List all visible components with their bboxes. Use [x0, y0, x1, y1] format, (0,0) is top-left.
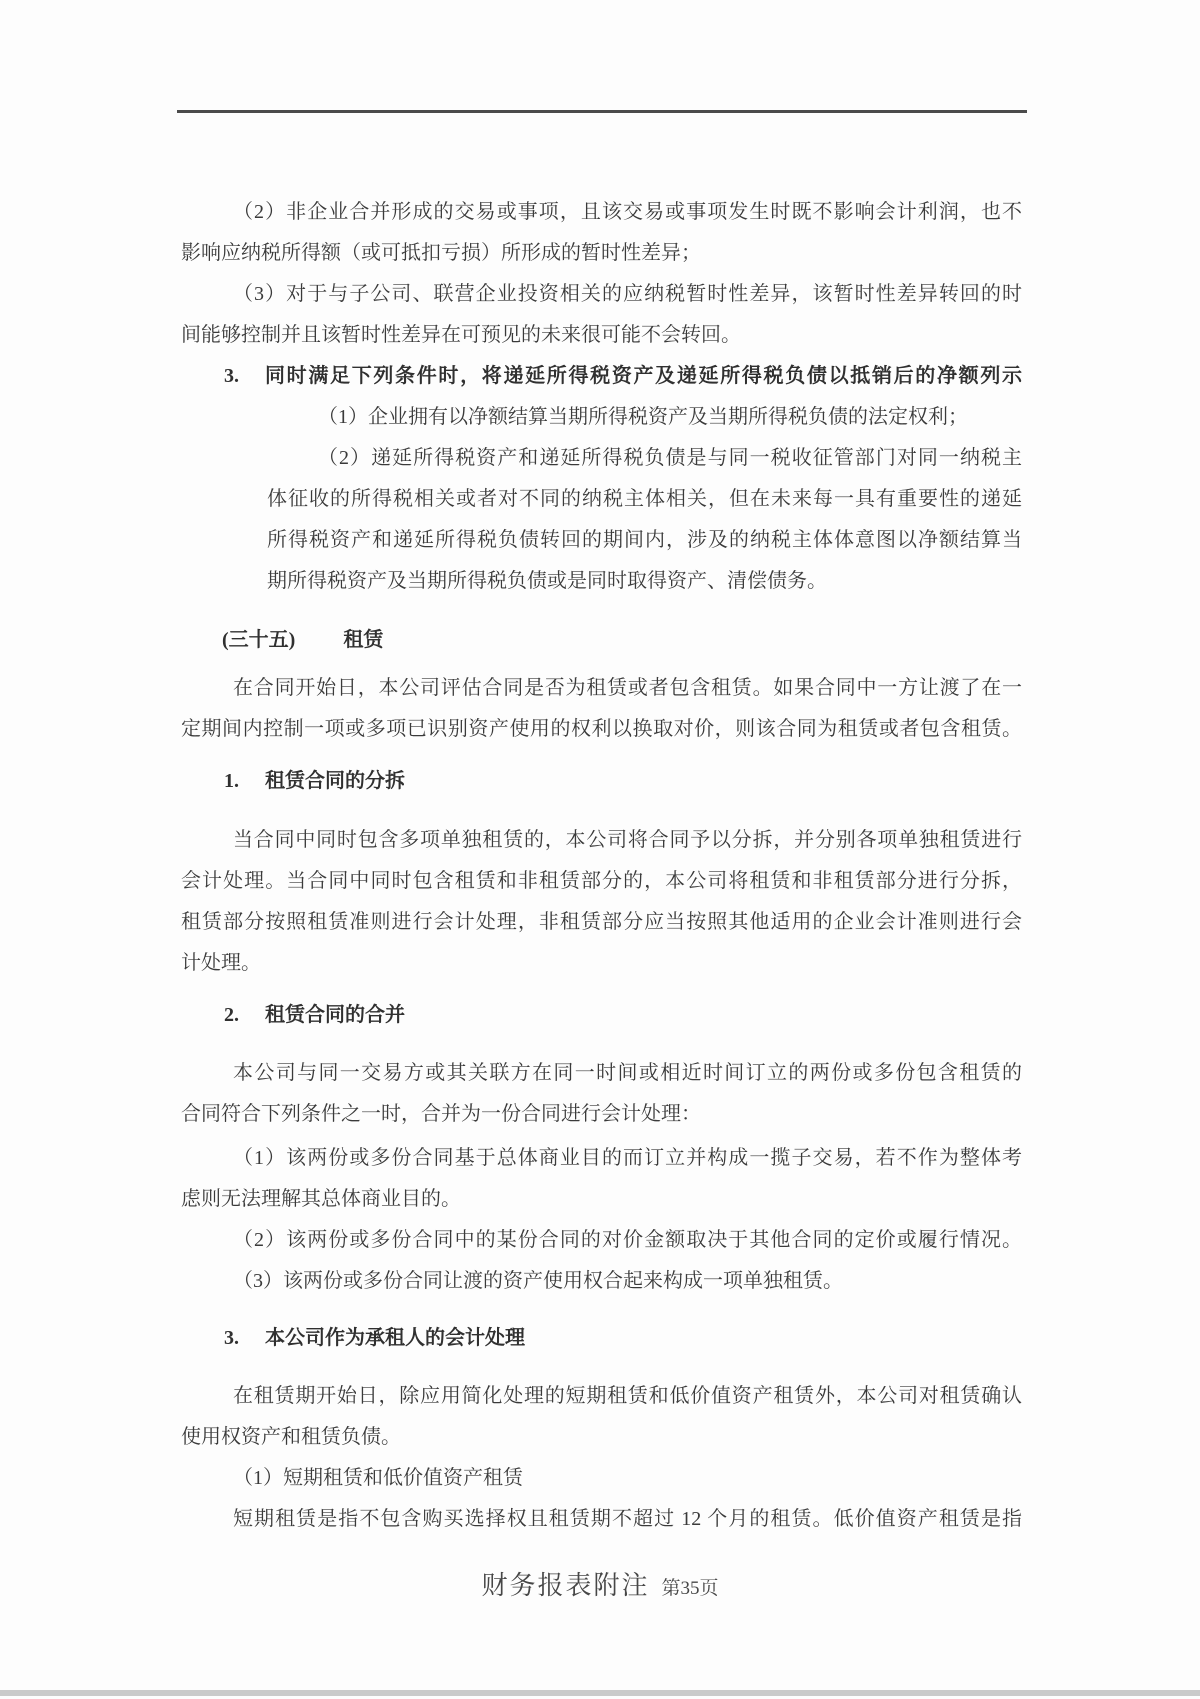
text-line: （2）递延所得税资产和递延所得税负债是与同一税收征管部门对同一纳税主 [318, 447, 1022, 469]
text-line: （3）对于与子公司、联营企业投资相关的应纳税暂时性差异，该暂时性差异转回的时 [233, 283, 1022, 305]
paragraph [181, 192, 1022, 274]
heading-label: 租赁合同的分拆 [265, 770, 405, 792]
text-line: 本公司与同一交易方或其关联方在同一时间或相近时间订立的两份或多份包含租赁的 [233, 1062, 1022, 1084]
text-line: 定期间内控制一项或多项已识别资产使用的权利以换取对价，则该合同为租赁或者包含租赁。 [181, 718, 1022, 740]
paragraph [267, 438, 1022, 602]
text-line: 会计处理。当合同中同时包含租赁和非租赁部分的，本公司将租赁和非租赁部分进行分拆， [181, 870, 1022, 892]
text-line: （1）企业拥有以净额结算当期所得税资产及当期所得税负债的法定权利； [318, 406, 968, 428]
section-title: 租赁 [343, 629, 384, 651]
text-line: （2）该两份或多份合同中的某份合同的对价金额取决于其他合同的定价或履行情况。 [233, 1229, 1022, 1251]
text-line: 所得税资产和递延所得税负债转回的期间内，涉及的纳税主体体意图以净额结算当 [267, 529, 1022, 551]
text-line: （3）该两份或多份合同让渡的资产使用权合起来构成一项单独租赁。 [233, 1270, 843, 1292]
text-line: （1）短期租赁和低价值资产租赁 [233, 1467, 523, 1489]
text-line: （2）非企业合并形成的交易或事项，且该交易或事项发生时既不影响会计利润，也不 [233, 201, 1022, 223]
text-line: 在合同开始日，本公司评估合同是否为租赁或者包含租赁。如果合同中一方让渡了在一 [233, 677, 1022, 699]
text-line: 当合同中同时包含多项单独租赁的，本公司将合同予以分拆，并分别各项单独租赁进行 [233, 829, 1022, 851]
text-line: 虑则无法理解其总体商业目的。 [181, 1188, 461, 1210]
paragraph [181, 1138, 1022, 1220]
heading-label: 租赁合同的合并 [265, 1004, 405, 1026]
paragraph [267, 397, 1022, 438]
heading-number: 3. [224, 365, 239, 387]
text-line: 合同符合下列条件之一时，合并为一份合同进行会计处理： [181, 1103, 701, 1125]
paragraph [181, 1376, 1022, 1458]
paragraph [181, 274, 1022, 356]
heading-number: 2. [224, 1004, 239, 1026]
paragraph [181, 1220, 1022, 1261]
footer-page-number: 第35页 [661, 1578, 719, 1599]
paragraph [181, 1499, 1022, 1540]
scan-edge-artifact [0, 1690, 1200, 1696]
text-line: （1）该两份或多份合同基于总体商业目的而订立并构成一揽子交易，若不作为整体考 [233, 1147, 1022, 1169]
numbered-heading [181, 761, 1022, 802]
heading-number: 3. [224, 1327, 239, 1349]
footer-title: 财务报表附注 [481, 1571, 650, 1600]
page-header-rule [177, 110, 1027, 113]
page-footer [0, 1565, 1200, 1602]
paragraph [181, 1458, 1022, 1499]
text-line: 期所得税资产及当期所得税负债或是同时取得资产、清偿债务。 [267, 570, 827, 592]
paragraph [181, 820, 1022, 984]
section-number: (三十五) [222, 629, 296, 651]
paragraph [181, 668, 1022, 750]
section-heading [181, 620, 1022, 661]
heading-label: 同时满足下列条件时，将递延所得税资产及递延所得税负债以抵销后的净额列示 [265, 365, 1022, 387]
numbered-heading [181, 1318, 1022, 1359]
text-line: 计处理。 [181, 952, 261, 974]
text-line: 影响应纳税所得额（或可抵扣亏损）所形成的暂时性差异； [181, 242, 701, 264]
text-line: 短期租赁是指不包含购买选择权且租赁期不超过 12 个月的租赁。低价值资产租赁是指 [233, 1508, 1022, 1530]
numbered-heading [181, 356, 1022, 397]
paragraph [181, 1053, 1022, 1135]
text-line: 体征收的所得税相关或者对不同的纳税主体相关，但在未来每一具有重要性的递延 [267, 488, 1022, 510]
paragraph [181, 1261, 1022, 1302]
heading-label: 本公司作为承租人的会计处理 [265, 1327, 525, 1349]
text-line: 在租赁期开始日，除应用简化处理的短期租赁和低价值资产租赁外，本公司对租赁确认 [233, 1385, 1022, 1407]
document-body [181, 192, 1022, 1540]
heading-number: 1. [224, 770, 239, 792]
text-line: 租赁部分按照租赁准则进行会计处理，非租赁部分应当按照其他适用的企业会计准则进行会 [181, 911, 1022, 933]
numbered-heading [181, 995, 1022, 1036]
text-line: 使用权资产和租赁负债。 [181, 1426, 401, 1448]
text-line: 间能够控制并且该暂时性差异在可预见的未来很可能不会转回。 [181, 324, 741, 346]
